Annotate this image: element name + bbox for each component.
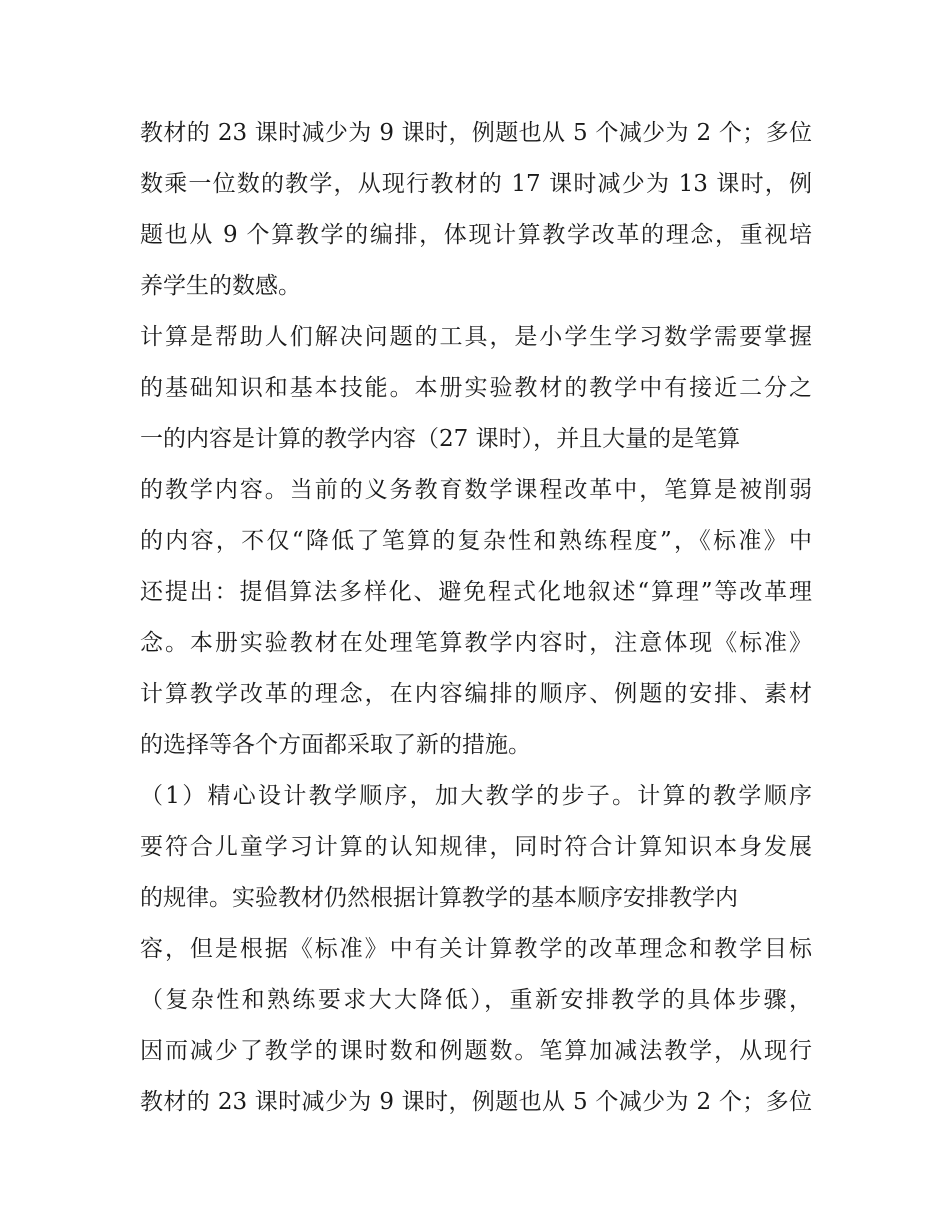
- text-line: 的选择等各个方面都采取了新的措施。: [140, 732, 531, 758]
- text-line: 的基础知识和基本技能。本册实验教材的教学中有接近二分之: [140, 375, 812, 401]
- text-line: 题也从 9 个算教学的编排，体现计算教学改革的理念，重视培: [140, 222, 812, 248]
- text-line: 养学生的数感。: [140, 273, 301, 299]
- text-line: 要符合儿童学习计算的认知规律，同时符合计算知识本身发展: [140, 834, 812, 860]
- text-line: 的规律。实验教材仍然根据计算教学的基本顺序安排教学内: [140, 885, 738, 911]
- text-line: 计算教学改革的理念，在内容编排的顺序、例题的安排、素材: [140, 681, 812, 707]
- text-line: 因而减少了教学的课时数和例题数。笔算加减法教学，从现行: [140, 1038, 812, 1064]
- text-line: 教材的 23 课时减少为 9 课时，例题也从 5 个减少为 2 个；多位: [140, 1089, 812, 1115]
- text-line: 一的内容是计算的教学内容（27 课时），并且大量的是笔算: [140, 426, 741, 452]
- text-line: 念。本册实验教材在处理笔算教学内容时，注意体现《标准》: [140, 630, 812, 656]
- text-line: 数乘一位数的教学，从现行教材的 17 课时减少为 13 课时，例: [140, 171, 812, 197]
- text-line: 的教学内容。当前的义务教育数学课程改革中，笔算是被削弱: [140, 477, 812, 503]
- text-line: 还提出：提倡算法多样化、避免程式化地叙述“算理”等改革理: [140, 579, 812, 605]
- text-line: 教材的 23 课时减少为 9 课时，例题也从 5 个减少为 2 个；多位: [140, 120, 812, 146]
- text-line: 的内容，不仅“降低了笔算的复杂性和熟练程度”，《标准》中: [140, 528, 812, 554]
- text-line: （1）精心设计教学顺序，加大教学的步子。计算的教学顺序: [140, 783, 812, 809]
- document-body: [140, 108, 812, 1128]
- text-line: 计算是帮助人们解决问题的工具，是小学生学习数学需要掌握: [140, 324, 812, 350]
- text-line: 容，但是根据《标准》中有关计算教学的改革理念和教学目标: [140, 936, 812, 962]
- text-line: （复杂性和熟练要求大大降低），重新安排教学的具体步骤，: [140, 987, 812, 1013]
